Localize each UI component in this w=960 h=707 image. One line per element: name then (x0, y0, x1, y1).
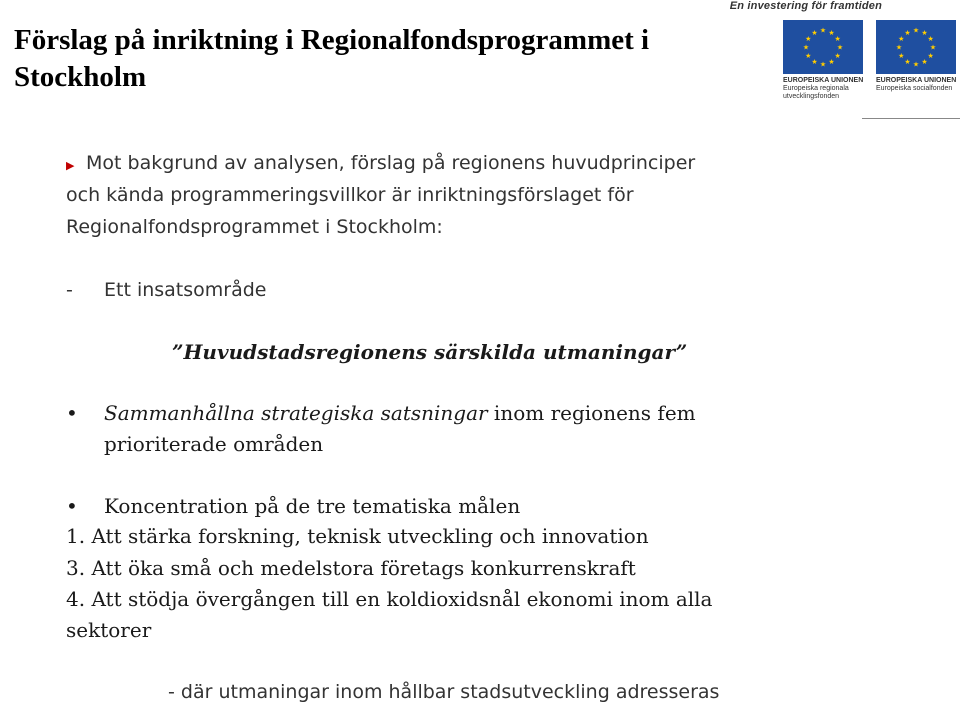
logo-erdf-name: EUROPEISKA UNIONEN (783, 77, 864, 84)
flag-star-icon: ★ (912, 60, 920, 69)
flag-star-icon: ★ (811, 28, 818, 37)
flag-star-icon: ★ (802, 43, 810, 52)
eu-tagline: En investering för framtiden (729, 0, 882, 12)
goal-1: 1. Att stärka forskning, teknisk utveckling och innovation (66, 524, 649, 548)
logo-esf-subtitle1: Europeiska socialfonden (876, 85, 953, 92)
intro-line2: och kända programmeringsvillkor är inriktningsförslaget för (66, 184, 634, 206)
flag-star-icon: ★ (834, 52, 841, 60)
focus-area-label: Ett insatsområde (104, 279, 267, 301)
slide-title-line1: Förslag på inriktning i Regionalfondsprogrammet i (14, 24, 650, 56)
bullet1-line2: prioriterade områden (104, 432, 324, 456)
flag-star-icon: ★ (836, 43, 844, 52)
bullet2-text: Koncentration på de tre tematiska målen (104, 494, 521, 518)
slide-title-line2: Stockholm (14, 61, 147, 93)
focus-area-quote: ”Huvudstadsregionens särskilda utmaningar” (172, 340, 688, 364)
flag-star-icon: ★ (921, 28, 928, 37)
bullet1-rest: inom regionens fem (487, 401, 696, 425)
flag-star-icon: ★ (898, 35, 905, 43)
focus-dash: - (66, 279, 73, 301)
bullet1-italic: Sammanhållna strategiska satsningar (104, 401, 488, 425)
bullet1-marker: • (66, 401, 78, 425)
bullet1-line1 (104, 400, 696, 426)
flag-star-icon: ★ (819, 26, 827, 35)
flag-star-icon: ★ (921, 58, 928, 67)
flag-star-icon: ★ (828, 28, 835, 37)
flag-star-icon: ★ (805, 52, 812, 60)
flag-star-icon: ★ (898, 52, 905, 60)
flag-star-icon: ★ (912, 26, 920, 35)
flag-star-icon: ★ (834, 35, 841, 43)
flag-star-icon: ★ (828, 58, 835, 67)
flag-star-icon: ★ (904, 28, 911, 37)
flag-star-icon: ★ (927, 35, 934, 43)
closing-line: - där utmaningar inom hållbar stadsutveckling adresseras (168, 681, 720, 703)
intro-line1: Mot bakgrund av analysen, förslag på regionens huvudprinciper (86, 152, 696, 174)
flag-star-icon: ★ (895, 43, 903, 52)
logo-erdf-subtitle1: Europeiska regionala (783, 85, 849, 92)
flag-star-icon: ★ (805, 35, 812, 43)
flag-star-icon: ★ (819, 60, 827, 69)
flag-star-icon: ★ (904, 58, 911, 67)
logo-erdf-subtitle2: utvecklingsfonden (783, 93, 840, 100)
goal-3: 3. Att öka små och medelstora företags konkurrenskraft (66, 556, 636, 580)
triangle-bullet-icon: ▶ (66, 159, 75, 172)
logo-esf-name: EUROPEISKA UNIONEN (876, 77, 957, 84)
flag-star-icon: ★ (929, 43, 937, 52)
goal-4: 4. Att stödja övergången till en koldioxidsnål ekonomi inom alla (66, 587, 713, 611)
flag-star-icon: ★ (811, 58, 818, 67)
flag-star-icon: ★ (927, 52, 934, 60)
intro-line3: Regionalfondsprogrammet i Stockholm: (66, 216, 443, 238)
goal-4-continued: sektorer (66, 618, 152, 642)
bullet2-marker: • (66, 494, 78, 518)
